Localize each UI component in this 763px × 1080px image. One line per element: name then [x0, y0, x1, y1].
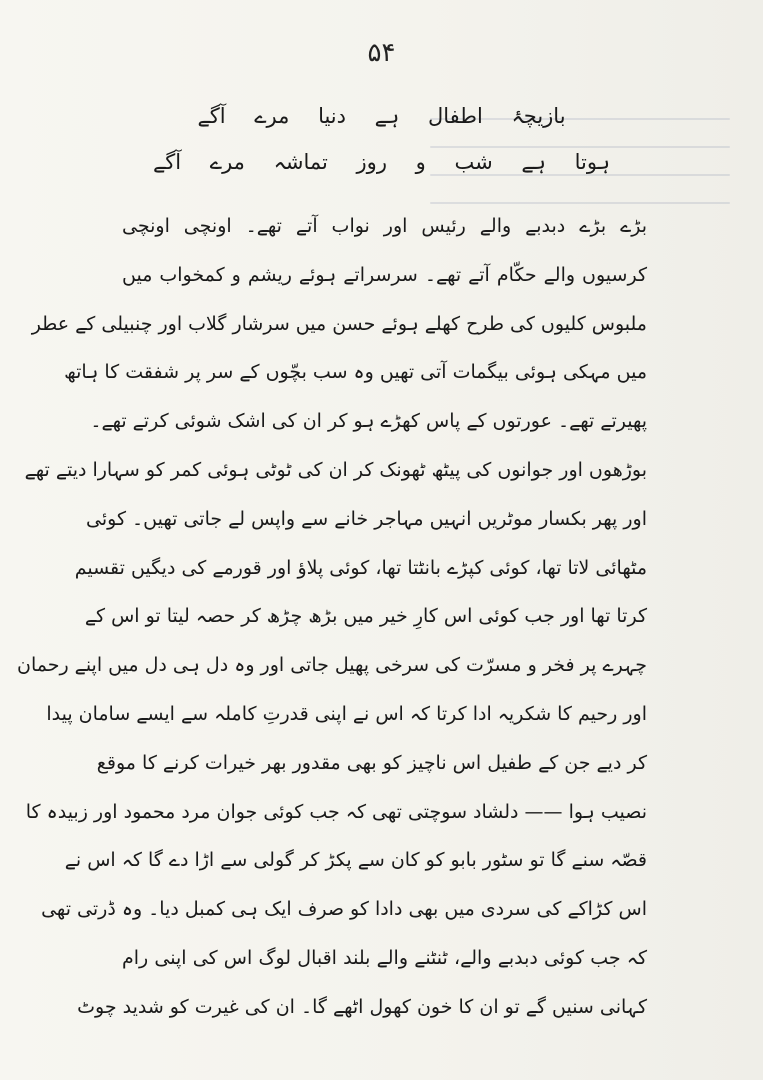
text-line: کہانی سنیں گے تو ان کا خون کھول اٹھے گا۔ ان کی غیرت کو شدید چوٹ	[77, 995, 647, 1018]
text-line: کرسیوں والے حکّام آتے تھے۔ سرسراتے ہوئے ریشم و کمخواب میں	[122, 263, 647, 286]
text-line: اس کڑاکے کی سردی میں بھی دادا کو صرف ایک ہی کمبل دیا۔ وہ ڈرتی تھی	[41, 898, 647, 921]
verse-line-2: ہوتا ہے شب و روز تماشہ مرے آگے	[152, 150, 611, 174]
text-line: مٹھائی لاتا تھا، کوئی کپڑے بانٹتا تھا، کوئی پلاؤ اور قورمے کی دیگیں تقسیم	[74, 556, 647, 579]
text-line: پھیرتے تھے۔ عورتوں کے پاس کھڑے ہو کر ان کی اشک شوئی کرتے تھے۔	[90, 410, 647, 433]
text-line: بڑے بڑے دبدبے والے رئیس اور نواب آتے تھے۔ اونچی اونچی	[122, 215, 647, 237]
text-line: کہ جب کوئی دبدبے والے، ٹنٹنے والے بلند اقبال لوگ اس کی اپنی رام	[122, 946, 647, 969]
verse-line-1: بازیچۂ اطفال ہے دنیا مرے آگے	[197, 104, 566, 128]
text-line: قصّہ سنے گا تو سٹور بابو کو کان سے پکڑ کر گولی سے اڑا دے گا کہ اس نے	[64, 849, 647, 872]
text-line: بوڑھوں اور جوانوں کی پیٹھ ٹھونک کر ان کی ٹوٹی ہوئی کمر کو سہارا دیتے تھے	[24, 458, 647, 481]
paragraph	[17, 202, 647, 1032]
text-line: چہرے پر فخر و مسرّت کی سرخی پھیل جاتی اور وہ دل ہی دل میں اپنے رحمان	[17, 654, 647, 677]
page-number: ۵۴	[367, 38, 396, 68]
text-line: اور رحیم کا شکریہ ادا کرتا کہ اس نے اپنی قدرتِ کاملہ سے ایسے سامان پیدا	[46, 702, 647, 725]
text-line: میں مہکی ہوئی بیگمات آتی تھیں وہ سب بچّوں کے سر پر شفقت کا ہاتھ	[64, 361, 647, 384]
text-line: ملبوس کلیوں کی طرح کھلے ہوئے حسن میں سرشار گلاب اور چنبیلی کے عطر	[31, 312, 647, 335]
text-line: کر دیے جن کے طفیل اس ناچیز کو بھی مقدور بھر خیرات کرنے کا موقع	[96, 751, 647, 774]
text-line: اور پھر بکسار موٹریں انہیں مہاجر خانے سے واپس لے جاتی تھیں۔ کوئی	[86, 507, 647, 530]
text-line: نصیب ہوا —— دلشاد سوچتی تھی کہ جب کوئی جوان مرد محمود اور زبیدہ کا	[25, 800, 647, 823]
text-line: کرتا تھا اور جب کوئی اس کارِ خیر میں بڑھ چڑھ کر حصہ لیتا تو اس کے	[84, 605, 647, 628]
